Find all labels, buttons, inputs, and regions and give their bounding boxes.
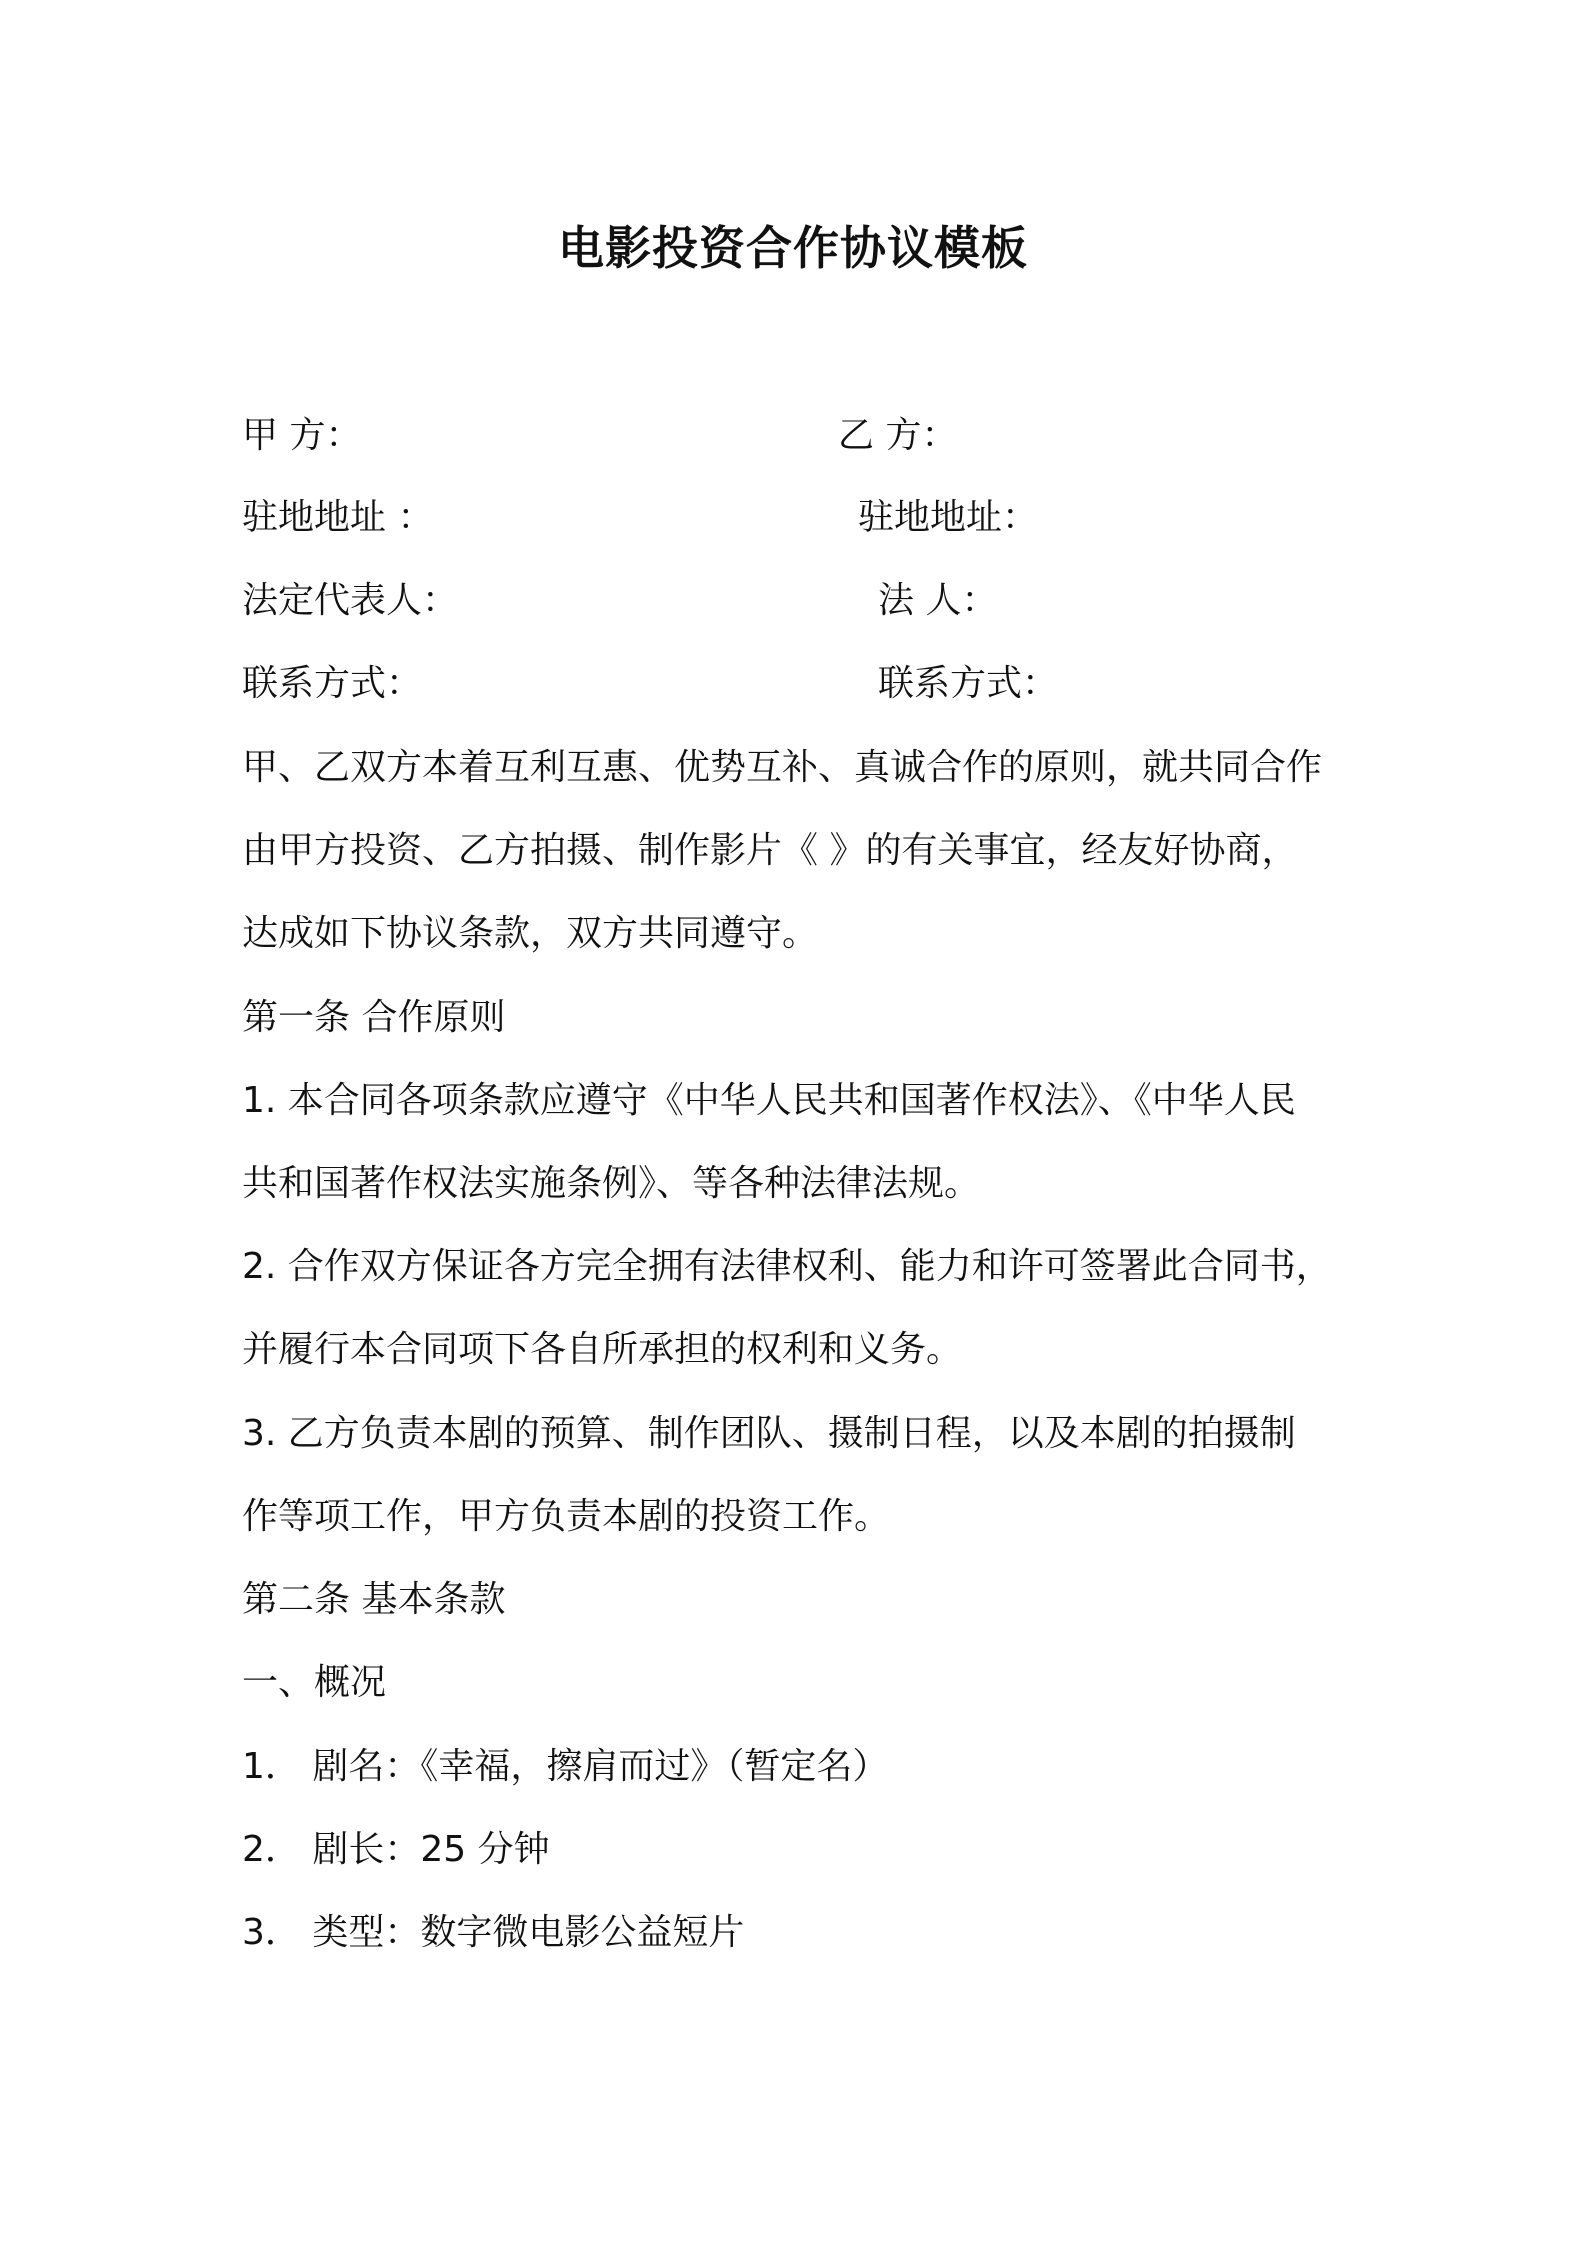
article2-heading: 第二条 基本条款 (242, 1579, 506, 1620)
article1-line: 共和国著作权法实施条例》、等各种法律法规。 (242, 1163, 981, 1204)
article2-subheading: 一、概况 (242, 1662, 387, 1703)
rep-b-label: 法 人： (878, 580, 998, 621)
article1-line: 并履行本合同项下各自所承担的权利和义务。 (242, 1329, 963, 1370)
article1-line: 作等项工作，甲方负责本剧的投资工作。 (242, 1496, 891, 1537)
article1-line: 1. 本合同各项条款应遵守《中华人民共和国著作权法》、《中华人民 (242, 1080, 1296, 1121)
article2-item: 1． 剧名：《幸福，擦肩而过》（暂定名） (242, 1746, 889, 1787)
address-a-label: 驻地地址 ： (242, 497, 434, 538)
article1-heading: 第一条 合作原则 (242, 997, 506, 1038)
party-b-label: 乙 方： (838, 415, 958, 456)
article1-line: 2. 合作双方保证各方完全拥有法律权利、能力和许可签署此合同书， (242, 1246, 1332, 1287)
article2-item: 2． 剧长：25 分钟 (242, 1829, 550, 1870)
article1-line: 3. 乙方负责本剧的预算、制作团队、摄制日程，以及本剧的拍摄制 (242, 1413, 1296, 1454)
article2-item: 3． 类型：数字微电影公益短片 (242, 1912, 745, 1953)
document-title: 电影投资合作协议模板 (558, 221, 1028, 275)
party-a-label: 甲 方： (242, 415, 362, 456)
intro-line: 由甲方投资、乙方拍摄、制作影片《 》的有关事宜，经友好协商， (242, 830, 1298, 871)
intro-line: 甲、乙双方本着互利互惠、优势互补、真诚合作的原则，就共同合作 (242, 747, 1323, 788)
address-b-label: 驻地地址： (858, 497, 1039, 538)
rep-a-label: 法定代表人： (242, 580, 459, 621)
contact-a-label: 联系方式： (242, 663, 423, 704)
intro-line: 达成如下协议条款，双方共同遵守。 (242, 913, 819, 954)
contact-b-label: 联系方式： (878, 663, 1059, 704)
